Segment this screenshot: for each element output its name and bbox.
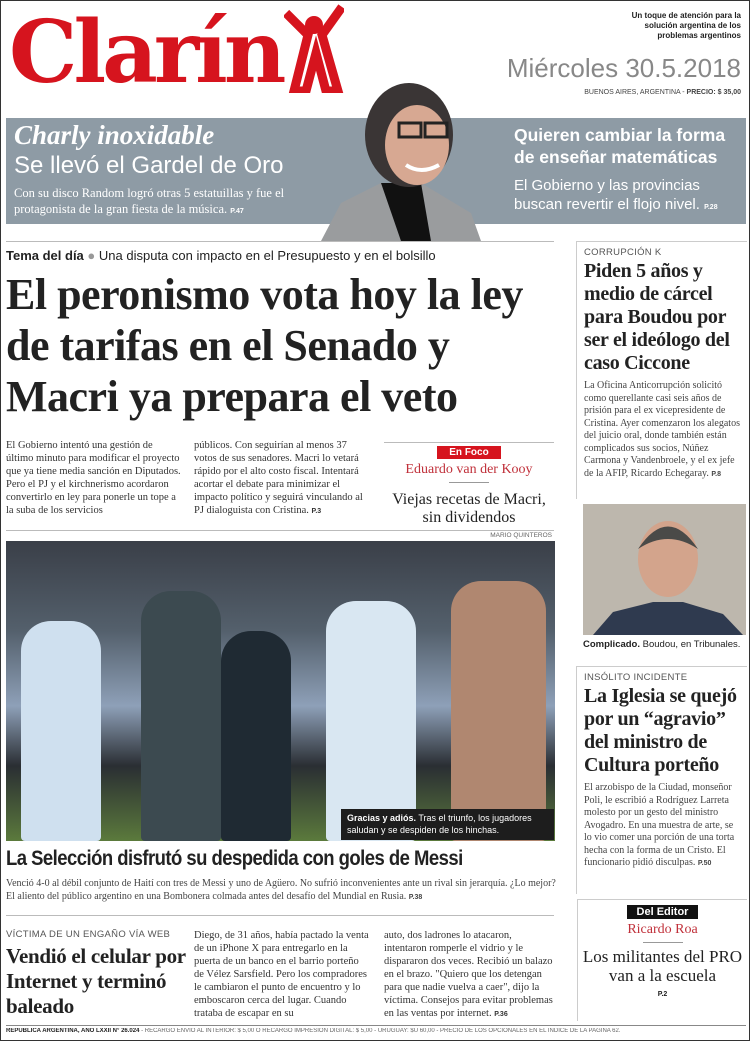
del-editor-tag: Del Editor	[627, 905, 699, 919]
divider	[6, 915, 554, 916]
boudou-photo	[583, 504, 746, 635]
iglesia-headline: La Iglesia se quejó por un “agravio” del ministro de Cultura porteño	[584, 685, 737, 776]
en-foco-author: Eduardo van der Kooy	[405, 462, 533, 477]
photo-credit: MARIO QUINTEROS	[490, 532, 552, 539]
photo-caption: Gracias y adiós. Tras el triunfo, los jugadores saludan y se despiden de los hinchas.	[341, 809, 554, 840]
en-foco-title: Viejas recetas de Macri, sin dividendos	[392, 491, 546, 526]
celular-kicker: VÍCTIMA DE UN ENGAÑO VÍA WEB	[6, 929, 171, 940]
lead-body-col2: públicos. Con seguirían al menos 37 votos de sus senadores. Macri lo vetará rápido por el alto costo fiscal. Intentará acortar el debate para minimizar el impacto político y seguirá vinculando al PJ dialoguista con Cristina. P.3	[194, 440, 363, 516]
divider	[6, 530, 554, 531]
matematicas-title[interactable]: Quieren cambiar la forma de enseñar matemáticas	[514, 125, 726, 167]
celular-body-col1: Diego, de 31 años, había pactado la venta de un iPhone X para entregarlo en la puerta de un banco en el barrio porteño de Vélez Sarsfield. Pero los compradores le cambiaron el punto de encuentro y lo emboscaron cerca del lugar. Cuando trataba de escapar en su	[194, 930, 369, 1019]
charly-subtitle: Se llevó el Gardel de Oro	[14, 152, 284, 179]
editor-title: Los militantes del PRO van a la escuela	[582, 947, 743, 985]
boudou-body: La Oficina Anticorrupción solicitó como querellante casi seis años de prisión para el ex vicepresidente de Cristina. Ayer comenzaron los alegatos del juicio oral, donde también están complicados sus socios, Núñez Carmona y Vandenbroele, y el ex jefe de la AFIP, Ricardo Echegaray. P.8	[584, 380, 740, 479]
seleccion-body: Venció 4-0 al débil conjunto de Haití con tres de Messi y uno de Agüero. No sufrió inconvenientes ante un rival sin jerarquía. ¿Lo mejor? El aliento del público argentino en una Bombonera colmada antes del desafío del Mundial en Rusia. P.38	[6, 878, 556, 902]
en-foco-tag: En Foco	[437, 446, 500, 459]
footer-imprint: REPUBLICA ARGENTINA, AÑO LXXII N° 26.024 - RECARGO ENVIO AL INTERIOR: $ 5,00 O RECARGO IMPRESION DIGITAL: $ 5,00 - URUGUAY: $U 60,00 - PRECIO DE LOS OPCIONALES EN EL INDICE DE LA PAGINA 62.	[6, 1028, 621, 1034]
lead-headline[interactable]: El peronismo vota hoy la ley de tarifas en el Senado y Macri ya prepara el veto	[6, 270, 523, 421]
place-price: BUENOS AIRES, ARGENTINA - PRECIO: $ 35,00	[584, 89, 741, 96]
lead-body-col1: El Gobierno intentó una gestión de último minuto para modificar el proyecto que ya tiene media sanción en Diputados. Pero el PJ y el kirchnerismo acordaron convertirlo en ley para ponerle un tope a la suba de los servicios	[6, 440, 181, 516]
tagline: Un toque de atención para la solución argentina de los problemas argentinos	[631, 11, 741, 40]
matematicas-body: El Gobierno y las provincias buscan revertir el flojo nivel. P.28	[514, 177, 718, 213]
boudou-headline: Piden 5 años y medio de cárcel para Boudou por ser el ideólogo del caso Ciccone	[584, 260, 730, 374]
charly-body: Con su disco Random logró otras 5 estatuillas y fue el protagonista de la gran fiesta de la música. P.47	[14, 186, 285, 216]
iglesia-kicker: INSÓLITO INCIDENTE	[584, 672, 688, 683]
editor-page: P.2	[657, 991, 668, 998]
edition-date: Miércoles 30.5.2018	[506, 53, 741, 83]
divider	[6, 1025, 746, 1026]
tema-del-dia: Tema del día ● Una disputa con impacto en el Presupuesto y en el bolsillo	[6, 248, 436, 263]
iglesia-article[interactable]	[576, 666, 747, 894]
boudou-kicker: CORRUPCIÓN K	[584, 247, 662, 258]
boudou-article[interactable]	[576, 241, 747, 499]
charly-photo	[321, 73, 481, 241]
boudou-caption: Complicado. Boudou, en Tribunales.	[583, 639, 741, 650]
divider	[6, 241, 554, 242]
seleccion-headline[interactable]: La Selección disfrutó su despedida con goles de Messi	[6, 847, 463, 870]
celular-headline[interactable]: Vendió el celular por Internet y terminó baleado	[6, 944, 186, 1018]
del-editor-column[interactable]	[577, 899, 747, 1021]
charly-title[interactable]: Charly inoxidable	[14, 120, 215, 150]
iglesia-body: El arzobispo de la Ciudad, monseñor Poli, le escribió a Rodríguez Larreta molesto por un gesto del ministro Avogadro. En una muestra de arte, se lo vio comer una porción de una torta hecha con la forma de un Cristo. El funcionario pidió disculpas. P.50	[584, 782, 735, 868]
en-foco-column[interactable]	[384, 442, 554, 527]
seleccion-photo	[6, 541, 555, 841]
celular-body-col2: auto, dos ladrones lo atacaron, intentaron romperle el vidrio y le dispararon dos veces. Recibió un balazo en el brazo. "Quiero que los detengan para que nadie vuelva a caer", dijo la víctima. Consejos para evitar problemas en las ventas por internet. P.36	[384, 930, 553, 1019]
clarin-logo: Clarín	[9, 3, 344, 103]
editor-author: Ricardo Roa	[627, 922, 698, 937]
